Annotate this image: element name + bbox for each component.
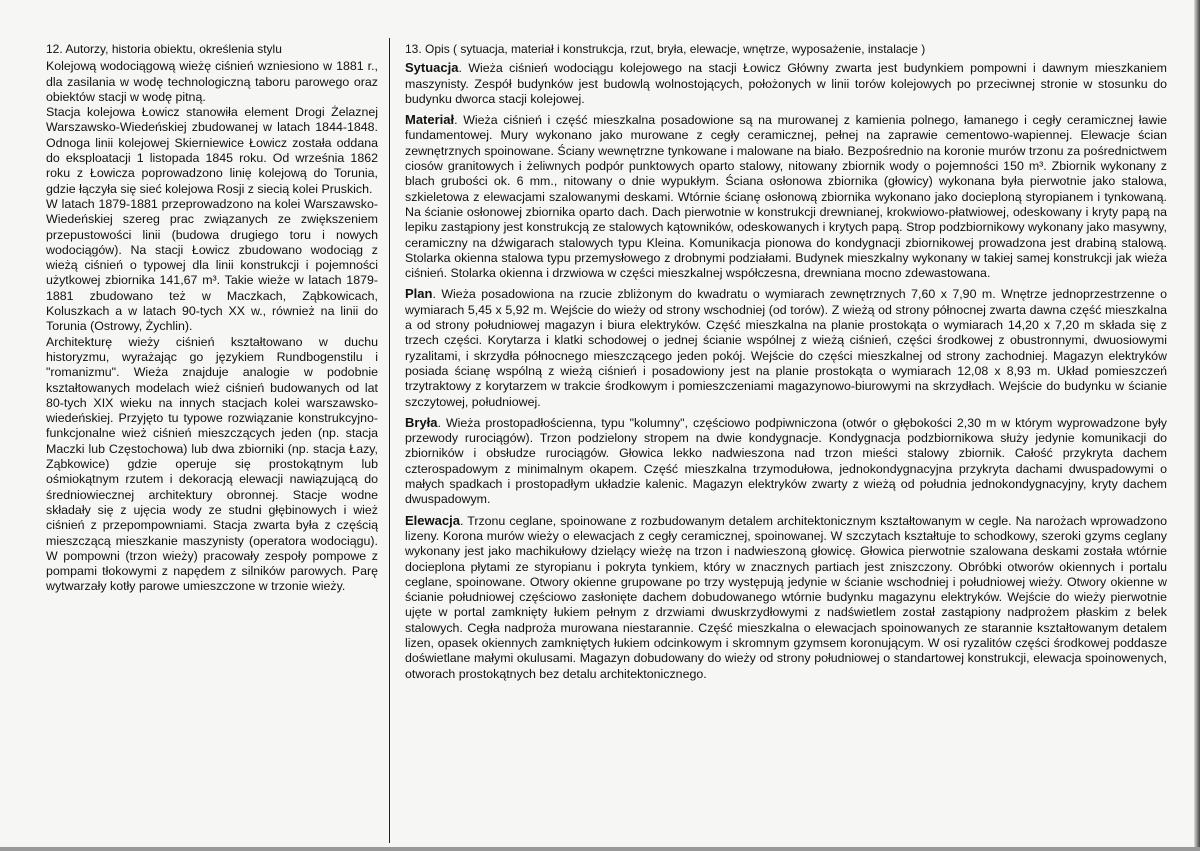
history-paragraph: Kolejową wodociągową wieżę ciśnień wzniesiono w 1881 r., dla zasilania w wodę technologiczną taboru parowego oraz obiektów stacji w wodę pitną.	[46, 59, 378, 104]
section-sytuacja	[405, 60, 1167, 107]
section-label: Elewacja	[405, 512, 460, 528]
column-divider	[389, 38, 390, 843]
section-label: Bryła	[405, 414, 438, 430]
history-paragraph: Stacja kolejowa Łowicz stanowiła element Drogi Żelaznej Warszawsko-Wiedeńskiej zbudowanej w latach 1844-1848. Odnoga linii kolejowej Skierniewice Łowicz została oddana do eksploatacji 1 listopada 1845 roku. Od września 1862 roku z Łowicza poprowadzono linię kolejową do Torunia, gdzie łączyła się sieć kolejowa Rosji z siecią kolei Pruskich.	[46, 105, 378, 196]
section-label: Materiał	[405, 112, 455, 128]
section-text: . Wieża ciśnień wodociągu kolejowego na stacji Łowicz Główny zwarta jest budynkiem pompowni i dawnym mieszkaniem maszynisty. Zespół budynków jest budowlą wolnostojących, położonych w linii torów kolejowych po przeciwnej stronie w stosunku do budynku dworca stacji kolejowej.	[405, 61, 1167, 106]
section-text: . Wieża posadowiona na rzucie zbliżonym do kwadratu o wymiarach zewnętrznych 7,60 x 7,90 m. Wnętrze jednoprzestrzenne o wymiarach 5,45 x 5,92 m. Wejście do wieży od strony wschodniej (od torów). Z wieżą od strony północnej zwarta dawna część mieszkalna a od strony południowej magazyn i biura elektryków. Część mieszkalna na planie prostokąta o wymiarach 14,20 x 7,20 m składa się z trzech części. Korytarza i klatki schodowej o jednej ścianie wspólnej z wieżą ciśnień, części środkowej z obustronnymi, dwuosiowymi ryzalitami, i skrzydła północnego mieszczącego jeden pokój. Wejście do części mieszkalnej od strony zachodniej. Magazyn elektryków posiada ścianę wspólną z wieżą ciśnień i posadowiony jest na planie prostokąta o wymiarach 12,08 x 8,93 m. Układ pomieszczeń trzytraktowy z korytarzem w trakcie środkowym i pomieszczeniami magazynowo-biurowymi na skrzydłach. Wejście do budynku w ścianie szczytowej, południowej.	[405, 287, 1167, 409]
scan-edge	[1194, 0, 1200, 851]
history-heading: 12. Autorzy, historia obiektu, określenia stylu	[46, 42, 282, 56]
section-text: . Trzonu ceglane, spoinowane z rozbudowanym detalem architektonicznym kształtowanym w cegle. Na narożach wprowadzono lizeny. Korona murów wieży o elewacjach z cegły ceramicznej, spoinowanej. W szczytach kształtuje to schodkowy, szeroki gzyms ceglany wykonany jest jako machikułowy dzielący wieżę na trzon i nadwieszoną głowicę. Głowica pierwotnie szalowana deskami została wtórnie docieplona płytami ze styropianu i pokryta tynkiem, który w znacznych partiach jest zniszczony. Obróbki otworów okiennych i portalu ceglane, spoinowane. Otwory okienne grupowane po trzy występują jedynie w ścianie wschodniej i południowej wieży. Otwory okienne w ścianie południowej częściowo zasłonięte dachem dobudowanego wtórnie budynku magazynu elektryków. Wejście do wieży pierwotnie ujęte w portal zamknięty łukiem pełnym z drzwiami dwuskrzydłowymi z nadświetlem został zastąpiony nadprożem płaskim z belek stalowych. Cegła nadproża murowana niestarannie. Część mieszkalna o elewacjach spoinowanych ze starannie kształtowanym detalem lizen, opasek okiennych zamkniętych łukiem odcinkowym i skromnym gzymsem koronującym. W osi ryzalitów części środkowej poddasze doświetlane małymi okulusami. Magazyn dobudowany do wieży od strony południowej o standartowej konstrukcji, elewacja spoinowenych, otworach prostokątnych bez detalu architektonicznego.	[405, 513, 1167, 681]
section-text: . Wieża ciśnień i część mieszkalna posadowione są na murowanej z kamienia polnego, łamanego i cegły ceramicznej ławie fundamentowej. Mury wykonano jako murowane z cegły ceramicznej, pełnej na zaprawie cementowo-wapiennej. Elewacje ścian zewnętrznych spoinowane. Ściany wewnętrzne tynkowane i malowane na biało. Bezpośrednio na koronie murów trzonu za pośrednictwem ciosów granitowych i żeliwnych podpór punktowych oparto stalowy, nitowany zbiornik wody o pojemności 150 m³. Zbiornik wykonany z blach grubości ok. 6 mm., nitowany o dnie wypukłym. Ściana osłonowa zbiornika (głowicy) wykonana była pierwotnie jako stalowa, szkieletowa z elewacjami szalowanymi deskami. Wtórnie ścianę osłonową zbiornika wykonano jako docieploną styropianem i tynkowaną. Na ścianie osłonowej zbiornika oparto dach. Dach pierwotnie w konstrukcji drewnianej, krokwiowo-płatwiowej, odeskowany i kryty papą na lepiku zastąpiony jest konstrukcją ze stalowych kątowników, odeskowanych i krytych papą. Strop podzbiornikowy wykonany jako masywny, ceramiczny na dźwigarach stalowych typu Kleina. Komunikacja pionowa do kondygnacji zbiornikowej prowadzona jest drabiną stalową. Stolarka okienna stalowa typu przemysłowego z drobnymi podziałami. Budynek mieszkalny wykonany w takiej samej konstrukcji jak wieża ciśnień. Stolarka okienna i drzwiowa w części mieszkalnej współczesna, drewniana mocno zdewastowana.	[405, 113, 1167, 281]
section-text: . Wieża prostopadłościenna, typu "kolumny", częściowo podpiwniczona (otwór o głębokości 2,30 m w którym wyprowadzone były przewody rurociągów). Trzon podzielony stropem na dwie kondygnacje. Kondygnacja podzbiornikowa służy jedynie komunikacji do zbiorników i obsłudze rurociągów. Głowica lekko nadwieszona nad trzon mieści stalowy zbiornik. Całość przykryta dachem czterospadowym z minimalnym okapem. Część mieszkalna trzymodułowa, jednokondygnacyjna przykryta dachami dwuspadowymi o małych spadkach i prostopadłym układzie kalenic. Magazyn elektryków zwarty z wieżą od południa jednokondygnacyjny, kryty dachem dwuspadowym.	[405, 415, 1167, 507]
history-column	[46, 42, 378, 595]
history-paragraph: W latach 1879-1881 przeprowadzono na kolei Warszawsko-Wiedeńskiej szereg prac związanych ze zwiększeniem przepustowości linii (budowa drugiego toru i nowych wodociągów). Na stacji Łowicz zbudowano wodociąg z wieżą ciśnień o typowej dla linii konstrukcji i pojemności użytkowej zbiornika 141,67 m³. Takie wieże w latach 1879-1881 zbudowano też w Maczkach, Ząbkowicach, Koluszkach a w latach 90-tych XX w., również na linii do Torunia (Ostrowy, Żychlin).	[46, 196, 378, 334]
section-bryla	[405, 415, 1167, 508]
section-material	[405, 112, 1167, 281]
scan-edge-bottom	[0, 847, 1200, 851]
section-plan	[405, 286, 1167, 409]
description-heading: 13. Opis ( sytuacja, materiał i konstrukcja, rzut, bryła, elewacje, wnętrze, wyposażenie, instalacje )	[405, 42, 926, 56]
history-paragraph: Architekturę wieży ciśnień kształtowano w duchu historyzmu, wyrażając go językiem Rundbogenstilu i "romanizmu". Wieża znajduje analogie w podobnie kształtowanych modelach wież ciśnień budowanych od lat 80-tych XIX wieku na innych stacjach kolei warszawsko-wiedeńskiej. Przyjęto tu typowe rozwiązanie konstrukcyjno-funkcjonalne wież ciśnień mieszczących jeden (np. stacja Maczki lub Częstochowa) lub dwa zbiorniki (np. stacja Łazy, Ząbkowice) gdzie operuje się prostokątnym lub ośmiokątnym rzutem i dekoracją elewacji nawiązującą do średniowiecznej architektury obronnej. Stacje wodne składały się z ujęcia wody ze studni głębinowych i wież ciśnień z przepompowniami. Stacja zwarta była z częścią mieszczącą mieszkanie maszynisty (operatora wodociągu). W pompowni (trzon wieży) pracowały zespoły pompowe z pompami tłokowymi z napędem z silników parowych. Parę wytwarzały kotły parowe umieszczone w trzonie wieży.	[46, 334, 378, 594]
description-column	[405, 42, 1167, 687]
section-elewacja	[405, 513, 1167, 682]
section-label: Plan	[405, 286, 433, 302]
section-label: Sytuacja	[405, 60, 459, 76]
